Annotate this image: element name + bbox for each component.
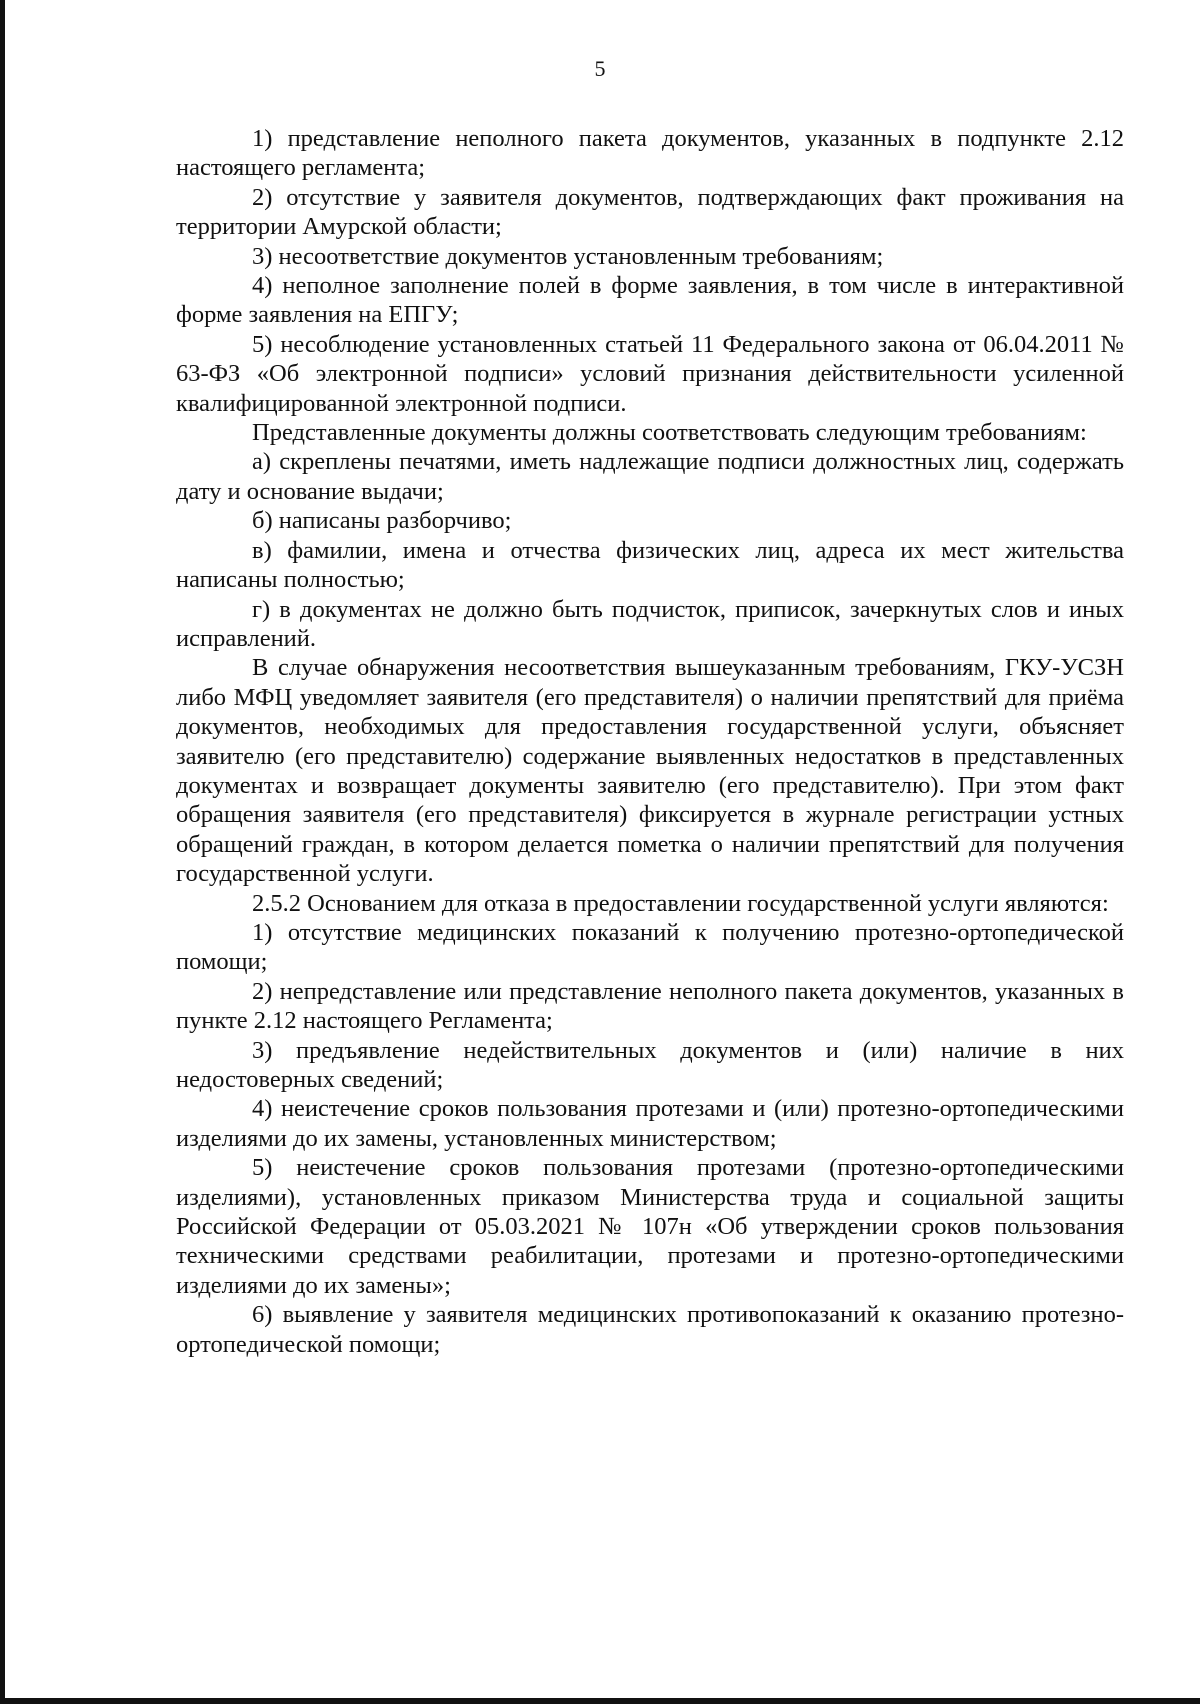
paragraph: 4) неполное заполнение полей в форме заявления, в том числе в интерактивной форме заявления на ЕПГУ; [176,272,1124,329]
document-body [176,124,1124,1359]
paragraph: 5) несоблюдение установленных статьей 11 Федерального закона от 06.04.2011 № 63-ФЗ «Об электронной подписи» условий признания действительности усиленной квалифицированной электронной подписи. [176,330,1124,417]
page-number: 5 [594,56,606,81]
paragraph: 1) отсутствие медицинских показаний к получению протезно-ортопедической помощи; [176,918,1124,976]
paragraph: б) написаны разборчиво; [252,507,512,535]
paragraph: в) фамилии, имена и отчества физических лиц, адреса их мест жительства написаны полностью; [176,536,1124,594]
scan-edge-bottom [0,1698,1200,1704]
paragraph: 3) несоответствие документов установленным требованиям; [252,242,884,270]
paragraph: 3) предъявление недействительных документов и (или) наличие в них недостоверных сведений; [176,1036,1124,1093]
paragraph: 6) выявление у заявителя медицинских противопоказаний к оказанию протезно-ортопедической помощи; [176,1301,1124,1358]
paragraph: 2.5.2 Основанием для отказа в предоставлении государственной услуги являются: [252,889,1109,917]
paragraph: 2) отсутствие у заявителя документов, подтверждающих факт проживания на территории Амурской области; [176,183,1124,241]
paragraph: 1) представление неполного пакета документов, указанных в подпункте 2.12 настоящего регламента; [176,125,1124,182]
paragraph: Представленные документы должны соответствовать следующим требованиям: [252,419,1087,447]
paragraph: 5) неистечение сроков пользования протезами (протезно-ортопедическими изделиями), установленных приказом Министерства труда и социальной защиты Российской Федерации от 05.03.2021 № 107н «Об утверждении сроков пользования техническими средствами реабилитации, протезами и протезно-ортопедическими изделиями до их замены»; [176,1154,1124,1299]
paragraph: а) скреплены печатями, иметь надлежащие подписи должностных лиц, содержать дату и основание выдачи; [176,448,1124,505]
paragraph: 4) неистечение сроков пользования протезами и (или) протезно-ортопедическими изделиями до их замены, установленных министерством; [176,1095,1124,1152]
scan-edge-left [0,0,5,1704]
paragraph: В случае обнаружения несоответствия вышеуказанным требованиям, ГКУ-УСЗН либо МФЦ уведомляет заявителя (его представителя) о наличии препятствий для приёма документов, необходимых для предоставления государственной услуги, объясняет заявителю (его представителю) содержание выявленных недостатков в представленных документах и возвращает документы заявителю (его представителю). При этом факт обращения заявителя (его представителя) фиксируется в журнале регистрации устных обращений граждан, в котором делается пометка о наличии препятствий для получения государственной услуги. [176,654,1124,888]
paragraph: 2) непредставление или представление неполного пакета документов, указанных в пункте 2.12 настоящего Регламента; [176,977,1124,1035]
paragraph: г) в документах не должно быть подчисток, приписок, зачеркнутых слов и иных исправлений. [176,595,1124,652]
